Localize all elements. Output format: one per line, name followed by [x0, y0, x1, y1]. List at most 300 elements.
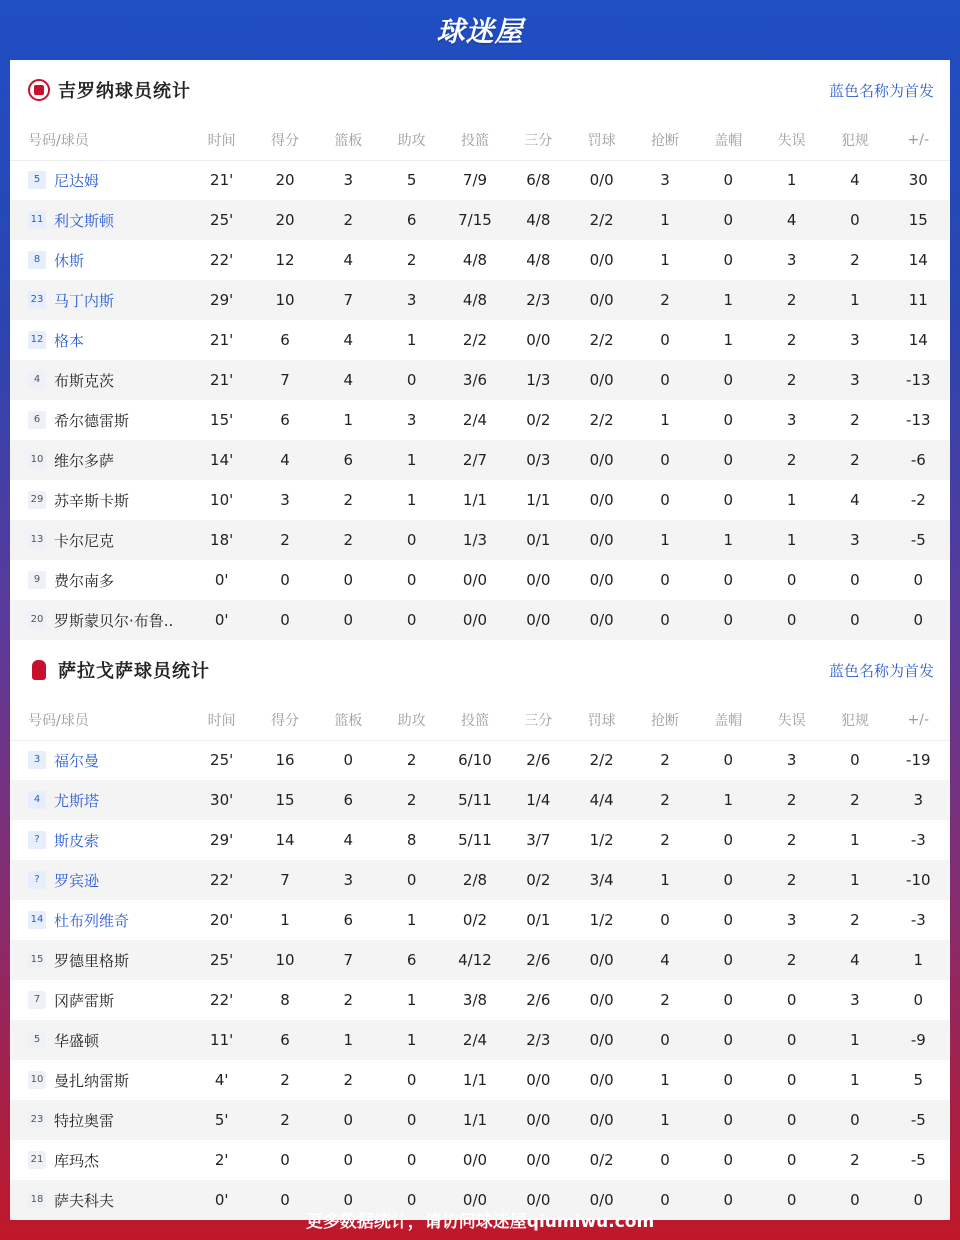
- stat-cell: 7: [317, 280, 380, 320]
- stat-cell: 1: [406, 911, 417, 929]
- jersey-number-badge: 13: [28, 531, 46, 549]
- stat-cell: 1: [823, 860, 886, 900]
- stat-cell: 1/1: [526, 491, 551, 509]
- zaragoza-logo-icon: [28, 659, 50, 681]
- table-body: [10, 160, 950, 640]
- stat-cell: 2: [850, 411, 860, 429]
- stat-cell: 0/0: [443, 600, 506, 640]
- stat-cell: 2/2: [589, 411, 614, 429]
- stat-cell: 1: [406, 991, 417, 1009]
- stat-cell: 2/3: [507, 280, 570, 320]
- player-name: 杜布列维奇: [54, 911, 130, 930]
- stat-cell: 0: [697, 600, 760, 640]
- stats-table-girona: [10, 120, 950, 640]
- stat-cell: 1: [633, 860, 696, 900]
- stat-cell: 0: [633, 1180, 696, 1220]
- stat-cell: 0/0: [507, 1180, 570, 1220]
- stat-cell: 0: [253, 1180, 316, 1220]
- player-cell: [10, 320, 190, 360]
- stat-cell: 25': [190, 200, 253, 240]
- table-row: [10, 980, 950, 1020]
- stat-cell: 0: [723, 831, 734, 849]
- player-name: 马丁内斯: [54, 291, 115, 310]
- player-name: 华盛顿: [54, 1031, 100, 1050]
- jersey-number-badge: 21: [28, 1151, 46, 1169]
- stat-cell: 0: [887, 600, 950, 640]
- stat-cell: 2/4: [443, 1020, 506, 1060]
- stat-cell: 0/0: [526, 571, 551, 589]
- stat-cell: 2: [850, 911, 860, 929]
- stat-cell: 6: [280, 411, 290, 429]
- stat-cell: 25': [210, 751, 234, 770]
- stat-cell: 4: [633, 940, 696, 980]
- stat-cell: 1/3: [507, 360, 570, 400]
- stat-cell: 1: [823, 1020, 886, 1060]
- stat-cell: -13: [906, 411, 931, 429]
- table-row: [10, 560, 950, 600]
- stat-cell: 4: [823, 940, 886, 980]
- jersey-number-badge: 4: [28, 791, 46, 809]
- stat-cell: 0: [760, 1180, 823, 1220]
- stat-cell: 0: [343, 571, 354, 589]
- player-cell: [10, 600, 190, 640]
- stat-cell: 0: [723, 1071, 734, 1089]
- table-header-row: [10, 700, 950, 740]
- stat-cell: 0/0: [589, 251, 614, 269]
- stat-cell: 21': [210, 331, 234, 349]
- stat-cell: 2/2: [462, 331, 488, 349]
- stat-cell: 0/0: [570, 600, 633, 640]
- team-section-girona: [10, 60, 950, 640]
- stat-cell: 1: [723, 331, 734, 349]
- stat-cell: 1: [786, 491, 797, 509]
- stat-cell: 0: [343, 751, 354, 770]
- stat-cell: 0: [697, 200, 760, 240]
- stat-cell: 1: [850, 1071, 860, 1089]
- column-header: 投篮: [443, 120, 506, 160]
- stat-cell: -5: [887, 520, 950, 560]
- stat-cell: 1: [633, 520, 696, 560]
- stat-cell: 15: [253, 780, 316, 820]
- stat-cell: 16: [275, 751, 295, 770]
- player-name: 尼达姆: [54, 171, 100, 190]
- stat-cell: 0/0: [462, 571, 488, 589]
- stat-cell: 1: [280, 911, 290, 929]
- stat-cell: 4: [317, 360, 380, 400]
- player-cell: [10, 1100, 190, 1140]
- jersey-number-badge: 4: [28, 371, 46, 389]
- player-name: 维尔多萨: [54, 451, 115, 470]
- player-name: 布斯克茨: [54, 371, 115, 390]
- column-header: +/-: [887, 700, 950, 740]
- stat-cell: 7/9: [462, 171, 488, 190]
- stat-cell: 0/3: [507, 440, 570, 480]
- stat-cell: 2: [253, 1100, 316, 1140]
- stat-cell: 0: [887, 1180, 950, 1220]
- stat-cell: 10': [210, 491, 234, 509]
- stat-cell: 6: [380, 200, 443, 240]
- stat-cell: 20: [253, 200, 316, 240]
- stat-cell: 10: [253, 940, 316, 980]
- stat-cell: 2: [406, 251, 417, 269]
- stat-cell: 2: [660, 831, 670, 849]
- stat-cell: 0/2: [526, 411, 551, 429]
- stat-cell: 1: [660, 1071, 670, 1089]
- player-name: 利文斯顿: [54, 211, 115, 230]
- stat-cell: 2/2: [570, 200, 633, 240]
- stat-cell: 3: [380, 280, 443, 320]
- stat-cell: 0: [760, 1100, 823, 1140]
- column-header: 抢断: [633, 120, 696, 160]
- stat-cell: 6/8: [526, 171, 551, 190]
- stat-cell: 0: [406, 1071, 417, 1089]
- player-cell: [10, 1060, 190, 1100]
- stat-cell: 6: [280, 331, 290, 349]
- stat-cell: 0: [723, 171, 734, 190]
- player-name: 休斯: [54, 251, 85, 270]
- stat-cell: 4/4: [570, 780, 633, 820]
- column-header: 罚球: [570, 120, 633, 160]
- player-name: 罗斯蒙贝尔·布鲁..: [54, 611, 174, 630]
- stat-cell: 0: [913, 991, 924, 1009]
- player-cell: [10, 280, 190, 320]
- jersey-number-badge: 15: [28, 951, 46, 969]
- column-header: 得分: [253, 700, 316, 740]
- stat-cell: 22': [190, 860, 253, 900]
- jersey-number-badge: 23: [28, 1111, 46, 1129]
- stat-cell: 1: [406, 331, 417, 349]
- stat-cell: 0: [317, 1100, 380, 1140]
- stat-cell: 12: [275, 251, 295, 269]
- table-row: [10, 520, 950, 560]
- stat-cell: -5: [887, 1100, 950, 1140]
- stat-cell: 0/0: [462, 1151, 488, 1169]
- stat-cell: 22': [210, 251, 234, 269]
- column-header: 投篮: [443, 700, 506, 740]
- stat-cell: 3: [850, 331, 860, 349]
- jersey-number-badge: 10: [28, 451, 46, 469]
- team-section-zaragoza: [10, 640, 950, 1220]
- stat-cell: 0: [280, 1151, 290, 1169]
- stat-cell: 4/8: [462, 251, 488, 269]
- stat-cell: 0/2: [462, 911, 488, 929]
- stat-cell: 3: [786, 251, 797, 269]
- stat-cell: -3: [910, 831, 926, 849]
- girona-logo-icon: [28, 79, 50, 101]
- stat-cell: 4: [760, 200, 823, 240]
- table-row: [10, 440, 950, 480]
- jersey-number-badge: 9: [28, 571, 46, 589]
- stat-cell: 2/2: [589, 751, 614, 770]
- stat-cell: 2: [280, 1071, 290, 1089]
- stat-cell: 6: [253, 1020, 316, 1060]
- stat-cell: 5: [913, 1071, 924, 1089]
- table-row: [10, 1140, 950, 1180]
- stat-cell: 1/4: [507, 780, 570, 820]
- stat-cell: 0: [660, 491, 670, 509]
- stat-cell: 1: [697, 780, 760, 820]
- column-header: 失误: [760, 120, 823, 160]
- player-cell: [10, 820, 190, 860]
- jersey-number-badge: 12: [28, 331, 46, 349]
- stat-cell: 2: [823, 780, 886, 820]
- player-cell: [10, 400, 190, 440]
- stat-cell: 2/6: [526, 991, 551, 1009]
- section-title: 吉罗纳球员统计: [58, 81, 191, 102]
- stat-cell: 7/15: [443, 200, 506, 240]
- column-header: 抢断: [633, 700, 696, 740]
- table-row: [10, 480, 950, 520]
- stat-cell: 20': [210, 911, 234, 929]
- stat-cell: 0/0: [570, 1180, 633, 1220]
- player-name: 费尔南多: [54, 571, 115, 590]
- table-row: [10, 360, 950, 400]
- stat-cell: 2: [850, 251, 860, 269]
- player-name: 斯皮索: [54, 831, 100, 850]
- stat-cell: 0: [380, 520, 443, 560]
- stat-cell: 1: [380, 440, 443, 480]
- stat-cell: 0: [660, 571, 670, 589]
- stat-cell: 1: [660, 251, 670, 269]
- stat-cell: 2: [253, 520, 316, 560]
- stat-cell: 0: [723, 991, 734, 1009]
- stat-cell: 7: [253, 360, 316, 400]
- player-cell: [10, 360, 190, 400]
- stat-cell: 0: [697, 360, 760, 400]
- stat-cell: 6/10: [458, 751, 492, 770]
- top-banner: [0, 0, 960, 60]
- stat-cell: 0: [786, 1071, 797, 1089]
- stat-cell: 7: [317, 940, 380, 980]
- table-row: [10, 860, 950, 900]
- stat-cell: 4: [253, 440, 316, 480]
- stat-cell: 5/11: [458, 831, 492, 849]
- stat-cell: 2: [660, 751, 670, 770]
- player-cell: [10, 200, 190, 240]
- stat-cell: 0: [723, 571, 734, 589]
- stat-cell: 0: [723, 911, 734, 929]
- stat-cell: 0: [406, 571, 417, 589]
- column-header: 失误: [760, 700, 823, 740]
- stat-cell: 7: [253, 860, 316, 900]
- column-header: 篮板: [317, 700, 380, 740]
- stat-cell: 0: [697, 860, 760, 900]
- player-name: 格本: [54, 331, 85, 350]
- player-name: 特拉奥雷: [54, 1111, 115, 1130]
- column-header: 犯规: [823, 120, 886, 160]
- player-name: 罗宾逊: [54, 871, 100, 890]
- stats-panel: [10, 60, 950, 1210]
- table-header-row: [10, 120, 950, 160]
- player-name: 冈萨雷斯: [54, 991, 115, 1010]
- stat-cell: -19: [906, 751, 931, 770]
- stat-cell: 0/0: [507, 1100, 570, 1140]
- stat-cell: 0: [823, 1100, 886, 1140]
- stat-cell: 30': [190, 780, 253, 820]
- stat-cell: 0/0: [570, 1100, 633, 1140]
- column-header: 助攻: [380, 120, 443, 160]
- stat-cell: 0': [214, 571, 229, 589]
- footer-text: 更多数据统计，请访问球迷屋qiumiwu.com: [305, 1211, 655, 1232]
- player-cell: [10, 240, 190, 280]
- table-row: [10, 740, 950, 780]
- stat-cell: 3: [850, 991, 860, 1009]
- stat-cell: 14: [908, 251, 928, 269]
- stat-cell: 0/0: [589, 171, 614, 190]
- stat-cell: 0: [786, 1151, 797, 1169]
- stat-cell: 0: [823, 600, 886, 640]
- stat-cell: 0: [380, 1100, 443, 1140]
- stat-cell: 30: [908, 171, 928, 190]
- stat-cell: 0/0: [526, 1151, 551, 1169]
- player-name: 曼扎纳雷斯: [54, 1071, 130, 1090]
- stat-cell: 3: [343, 171, 354, 190]
- column-header: 三分: [507, 700, 570, 740]
- stat-cell: 4: [343, 251, 354, 269]
- player-cell: [10, 740, 190, 780]
- stat-cell: 10: [253, 280, 316, 320]
- stat-cell: 1: [887, 940, 950, 980]
- stat-cell: 3: [786, 411, 797, 429]
- stat-cell: -3: [910, 911, 926, 929]
- column-header: 盖帽: [697, 700, 760, 740]
- player-cell: [10, 520, 190, 560]
- stat-cell: 0: [380, 360, 443, 400]
- stat-cell: 2/8: [443, 860, 506, 900]
- stat-cell: 0: [723, 1151, 734, 1169]
- stat-cell: 6: [317, 440, 380, 480]
- column-header-player: 号码/球员: [10, 120, 190, 160]
- stat-cell: 0/0: [526, 1071, 551, 1089]
- jersey-number-badge: 20: [28, 611, 46, 629]
- column-header: 犯规: [823, 700, 886, 740]
- table-row: [10, 600, 950, 640]
- stat-cell: 0: [697, 1100, 760, 1140]
- stat-cell: 25': [190, 940, 253, 980]
- stat-cell: 4/8: [443, 280, 506, 320]
- stat-cell: 6: [380, 940, 443, 980]
- table-row: [10, 940, 950, 980]
- stat-cell: 29': [190, 280, 253, 320]
- stat-cell: 2: [760, 780, 823, 820]
- stat-cell: 1: [823, 280, 886, 320]
- table-row: [10, 1060, 950, 1100]
- stat-cell: 8: [280, 991, 290, 1009]
- stat-cell: 2: [380, 780, 443, 820]
- stat-cell: 1/1: [443, 1100, 506, 1140]
- stat-cell: 1/3: [443, 520, 506, 560]
- jersey-number-badge: 18: [28, 1191, 46, 1209]
- stat-cell: 8: [406, 831, 417, 849]
- stat-cell: 0/0: [589, 991, 614, 1009]
- stat-cell: 0/0: [570, 940, 633, 980]
- player-cell: [10, 480, 190, 520]
- jersey-number-badge: 11: [28, 211, 46, 229]
- stat-cell: 0: [823, 200, 886, 240]
- stat-cell: 0: [633, 440, 696, 480]
- stat-cell: 0/0: [570, 1020, 633, 1060]
- stat-cell: 1: [697, 280, 760, 320]
- stat-cell: 4/8: [526, 251, 551, 269]
- jersey-number-badge: 5: [28, 171, 46, 189]
- stat-cell: 1: [760, 520, 823, 560]
- stat-cell: 0: [633, 360, 696, 400]
- player-cell: [10, 1140, 190, 1180]
- stat-cell: 1: [850, 831, 860, 849]
- player-cell: [10, 440, 190, 480]
- stat-cell: 1: [317, 1020, 380, 1060]
- player-cell: [10, 860, 190, 900]
- stat-cell: 2: [760, 360, 823, 400]
- stat-cell: -2: [910, 491, 926, 509]
- player-name: 库玛杰: [54, 1151, 100, 1170]
- stat-cell: 0: [343, 1151, 354, 1169]
- stat-cell: 5': [190, 1100, 253, 1140]
- stat-cell: 0/0: [570, 280, 633, 320]
- jersey-number-badge: 6: [28, 411, 46, 429]
- stat-cell: 11': [190, 1020, 253, 1060]
- stat-cell: 0/0: [589, 1071, 614, 1089]
- stat-cell: 2: [343, 1071, 354, 1089]
- player-cell: [10, 780, 190, 820]
- player-name: 卡尔尼克: [54, 531, 115, 550]
- stat-cell: 21': [190, 360, 253, 400]
- column-header: 三分: [507, 120, 570, 160]
- stat-cell: 2/6: [526, 751, 551, 770]
- stat-cell: 0/0: [507, 600, 570, 640]
- stat-cell: 1/1: [462, 491, 488, 509]
- stat-cell: 3: [887, 780, 950, 820]
- player-name: 罗德里格斯: [54, 951, 130, 970]
- stat-cell: 2/2: [589, 331, 614, 349]
- stat-cell: 0: [317, 600, 380, 640]
- stat-cell: 4/8: [507, 200, 570, 240]
- stat-cell: 21': [210, 171, 234, 190]
- stat-cell: 2: [760, 280, 823, 320]
- stat-cell: 0: [723, 251, 734, 269]
- stat-cell: -10: [887, 860, 950, 900]
- stat-cell: 3: [280, 491, 290, 509]
- stat-cell: 29': [210, 831, 234, 849]
- column-header: 得分: [253, 120, 316, 160]
- stat-cell: -9: [887, 1020, 950, 1060]
- stat-cell: 2: [317, 520, 380, 560]
- stat-cell: 0: [280, 571, 290, 589]
- player-cell: [10, 560, 190, 600]
- table-row: [10, 320, 950, 360]
- jersey-number-badge: 23: [28, 291, 46, 309]
- column-header: +/-: [887, 120, 950, 160]
- stat-cell: 3/8: [462, 991, 488, 1009]
- stat-cell: 0: [850, 571, 860, 589]
- jersey-number-badge: 8: [28, 251, 46, 269]
- stat-cell: 0: [380, 860, 443, 900]
- stat-cell: 0: [760, 600, 823, 640]
- stat-cell: 1: [406, 491, 417, 509]
- stat-cell: 0/0: [526, 331, 551, 349]
- player-name: 希尔德雷斯: [54, 411, 130, 430]
- stat-cell: 0: [786, 571, 797, 589]
- table-row: [10, 160, 950, 200]
- stat-cell: 0: [633, 1020, 696, 1060]
- stat-cell: 0/1: [507, 520, 570, 560]
- stat-cell: 0/0: [589, 491, 614, 509]
- stat-cell: 3/6: [443, 360, 506, 400]
- stat-cell: 0: [253, 600, 316, 640]
- table-row: [10, 200, 950, 240]
- stat-cell: -5: [910, 1151, 926, 1169]
- stat-cell: 5/11: [443, 780, 506, 820]
